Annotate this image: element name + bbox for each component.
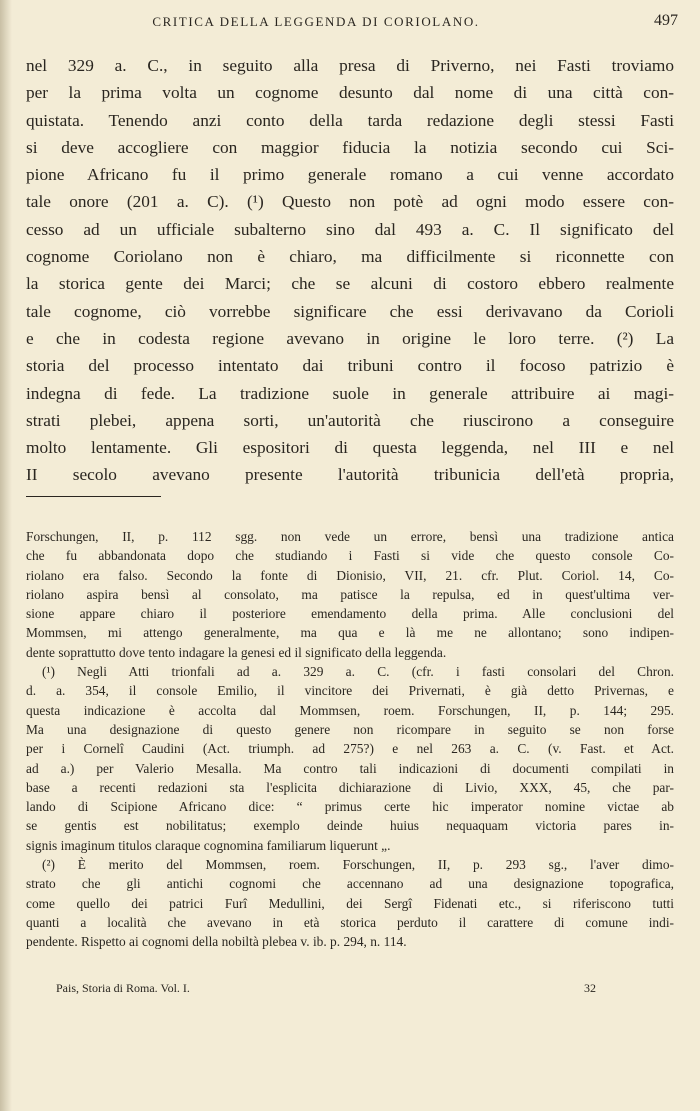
book-signature-title: Pais, Storia di Roma. Vol. I. — [56, 981, 190, 995]
body-line: cesso ad un ufficiale subalterno sino dal 493 a. C. Il significato del — [26, 219, 674, 239]
footnote-line: Mommsen, mi attengo generalmente, ma qua e là me ne allontano; sono indipen- — [26, 625, 674, 641]
footnote-line: sione appare chiaro il posteriore emendamento della prima. Alle conclusioni del — [26, 606, 674, 622]
footnote-line: Ma una designazione di questo genere non ricompare in seguito se non forse — [26, 721, 674, 737]
body-line: si deve accogliere con maggior fiducia la notizia secondo cui Sci- — [26, 137, 674, 157]
footnote-line: signis imaginum titulos claraque cognomina familiarum liquerunt „. — [26, 837, 391, 853]
footnote-line: base a recenti redazioni sta l'esplicita dichiarazione di Livio, XXX, 45, che par- — [26, 779, 674, 795]
footnote-line: riolano aspira bensì al consolato, ma patisce la repulsa, ed in quest'ultima ver- — [26, 586, 674, 602]
footnote-line: questa indicazione è accolta dal Mommsen, roem. Forschungen, II, p. 144; 295. — [26, 702, 674, 718]
main-text — [26, 52, 674, 489]
body-line: tale onore (201 a. C). (¹) Questo non potè ad ogni modo essere con- — [26, 192, 674, 212]
footnote-line: (¹) Negli Atti trionfali ad a. 329 a. C. (cfr. i fasti consolari del Chron. — [42, 664, 674, 680]
body-line: la storica gente dei Marci; che se alcuni di costoro ebbero realmente — [26, 274, 674, 294]
body-line: molto lentamente. Gli espositori di questa leggenda, nel III e nel — [26, 438, 674, 458]
footnote-line: strato che gli antichi cognomi che accennano ad una designazione topografica, — [26, 876, 674, 892]
body-line: cognome Coriolano non è chiaro, ma difficilmente si riconnette con — [26, 247, 674, 267]
footnote-line: (²) È merito del Mommsen, roem. Forschungen, II, p. 293 sg., l'aver dimo- — [42, 857, 674, 873]
footnote-line: pendente. Rispetto ai cognomi della nobiltà plebea v. ib. p. 294, n. 114. — [26, 934, 407, 950]
signature-mark: 32 — [584, 981, 596, 995]
footnote-line: ad a.) per Valerio Mesalla. Ma contro tali indicazioni di documenti compilati in — [26, 760, 674, 776]
footnotes — [26, 527, 674, 952]
footnote-line: che fu abbandonata dopo che studiando i Fasti si vide che questo console Co- — [26, 548, 674, 564]
body-line: per la prima volta un cognome desunto dal nome di una città con- — [26, 83, 674, 103]
footnote-line: come quello dei patrici Furî Medullini, dei Sergî Fidenati etc., si riferiscono tutti — [26, 895, 674, 911]
footnote-rule — [26, 496, 161, 497]
footnote-line: d. a. 354, il console Emilio, il vincitore dei Privernati, è già detto Privernas, e — [26, 683, 674, 699]
running-head: CRITICA DELLA LEGGENDA DI CORIOLANO. — [152, 14, 480, 29]
page-gutter-shadow — [0, 0, 12, 1111]
footnote-line: lando di Scipione Africano dice: “ primus certe hic imperator nomine victae ab — [26, 799, 674, 815]
footnote-line: quanti a località che avevano in età storica perduto il carattere di comune indi- — [26, 914, 674, 930]
body-line: storia del processo intentato dai tribuni contro il focoso patrizio è — [26, 356, 674, 376]
body-line: e che in codesta regione avevano in origine le loro terre. (²) La — [26, 328, 674, 348]
footnote-line: se gentis est nobilitatus; exemplo deinde huius nequaquam victoria pares in- — [26, 818, 674, 834]
footnote-line: Forschungen, II, p. 112 sgg. non vede un errore, bensì una tradizione antica — [26, 529, 674, 544]
body-line: strati plebei, appena sorti, un'autorità che riuscirono a conseguire — [26, 410, 674, 430]
footnote-line: per i Cornelî Caudini (Act. triumph. ad 275?) e nel 263 a. C. (v. Fast. et Act. — [26, 741, 674, 757]
footnote-line: dente soprattutto dove tento indagare la genesi ed il significato della leggenda. — [26, 644, 447, 660]
body-line: nel 329 a. C., in seguito alla presa di Priverno, nei Fasti troviamo — [26, 56, 674, 75]
body-line: tale cognome, ciò vorrebbe significare che essi derivavano da Corioli — [26, 301, 674, 321]
footnote-line: riolano era falso. Secondo la fonte di Dionisio, VII, 21. cfr. Plut. Coriol. 14, Co- — [26, 567, 674, 583]
body-line: indegna di fede. La tradizione suole in generale attribuire ai magi- — [26, 383, 674, 403]
body-line: pione Africano fu il primo generale romano a cui venne accordato — [26, 165, 674, 185]
body-line: II secolo avevano presente l'autorità tribunicia dell'età propria, — [26, 465, 674, 485]
body-line: quistata. Tenendo anzi conto della tarda redazione degli stessi Fasti — [26, 110, 674, 130]
page-number: 497 — [654, 12, 678, 29]
